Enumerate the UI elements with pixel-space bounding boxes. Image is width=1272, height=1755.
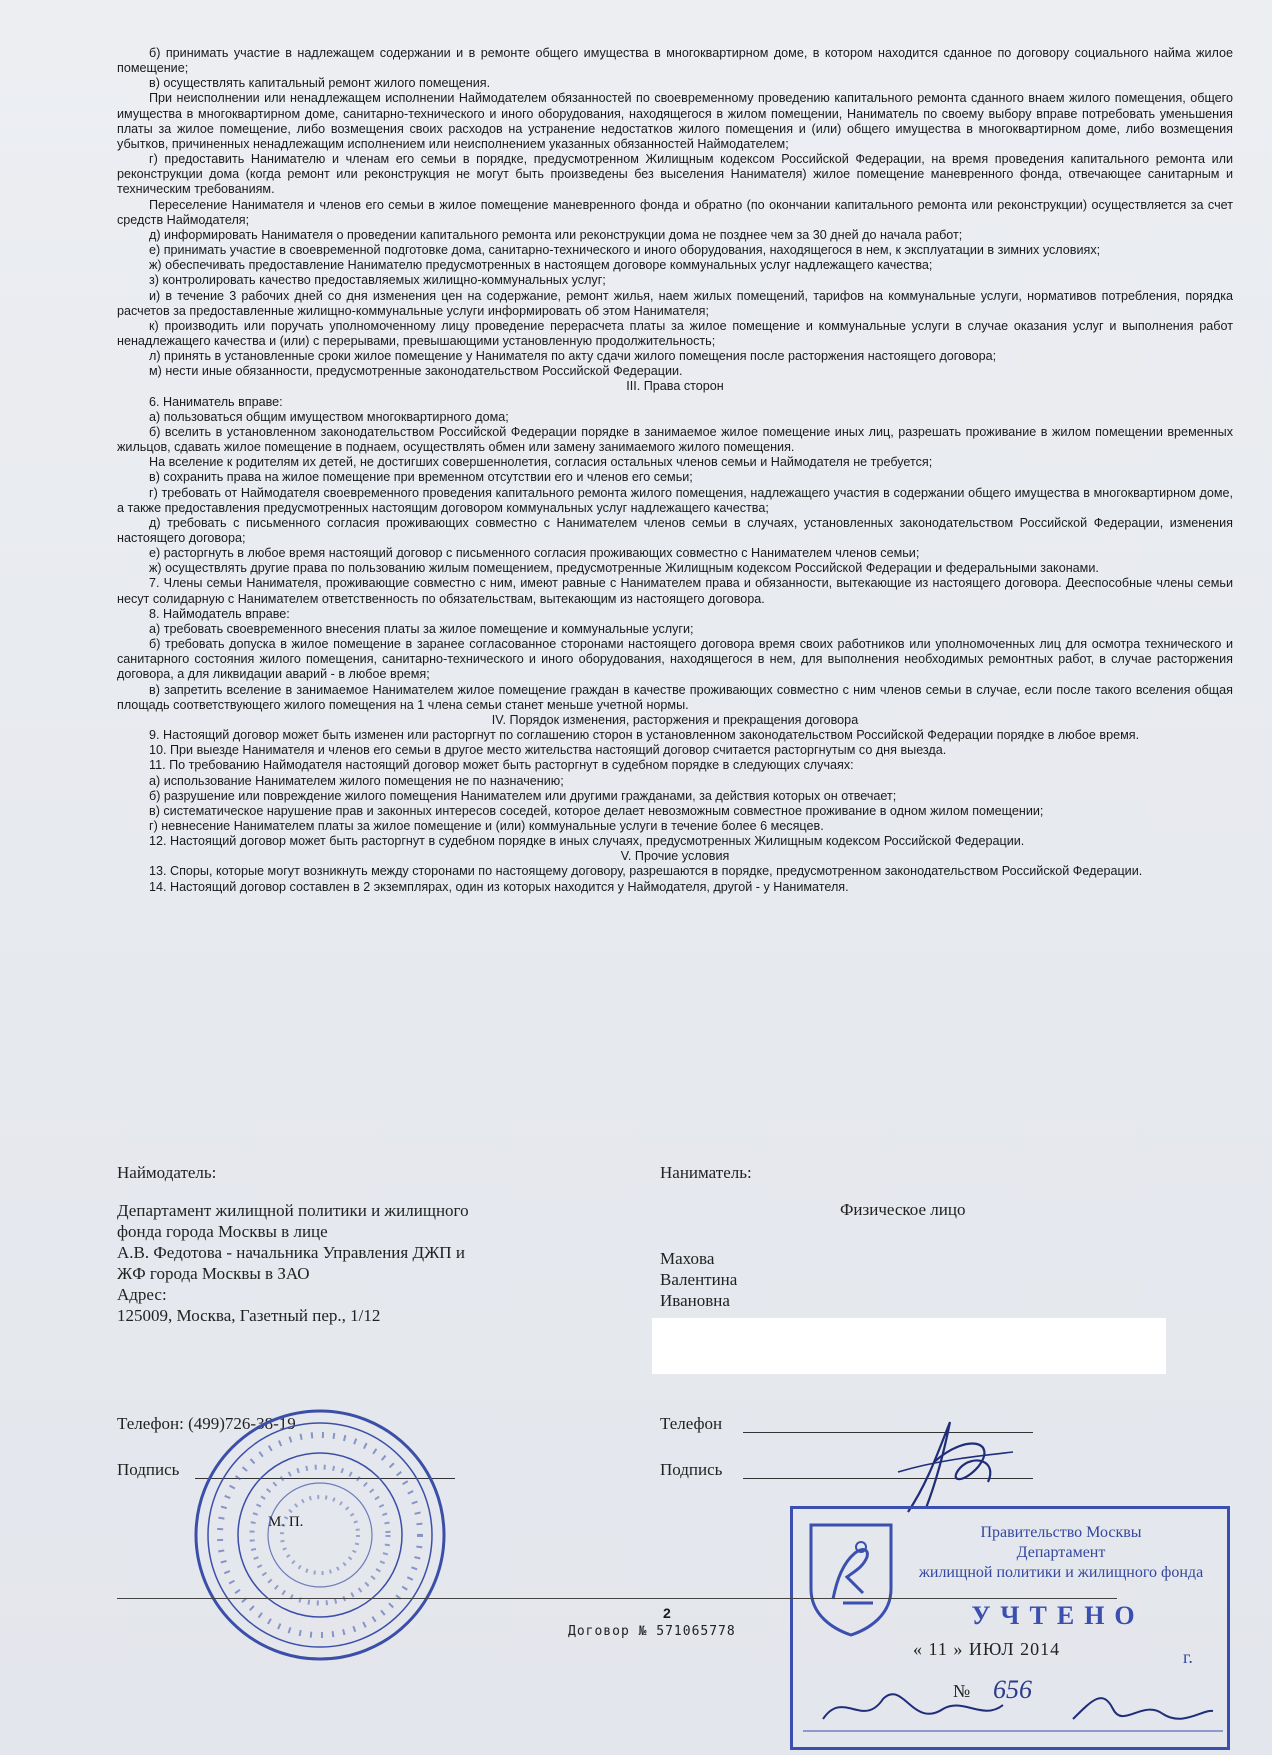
contract-paragraph: 12. Настоящий договор может быть расторгнут в судебном порядке в иных случаях, предусмотренных Жилищным кодексом Российской Федерации. <box>149 834 1025 849</box>
section-heading: III. Права сторон <box>626 379 724 394</box>
contract-paragraph: к) производить или поручать уполномоченному лицу проведение перерасчета платы за жилое помещение и коммунальные услуги в случае оказания услуг и выполнения работ ненадлежащего качества и (или) с перерывами, превышающими установленную продолжительность; <box>117 318 1233 348</box>
contract-paragraph: г) невнесение Нанимателем платы за жилое помещение и (или) коммунальные услуги в течение более 6 месяцев. <box>149 818 824 833</box>
contract-paragraph: а) использование Нанимателем жилого помещения не по назначению; <box>149 773 564 788</box>
contract-paragraph: б) требовать допуска в жилое помещение в заранее согласованное сторонами настоящего договора время своих работников или уполномоченных лиц для осмотра технического и санитарного состояния жилого помещения, санитарно-технического и иного оборудования, находящегося в нем, для выполнения необходимых ремонтных работ, в случае расторжения договора, а для ликвидации аварий - в любое время; <box>117 637 1233 682</box>
tenant-name <box>660 1248 737 1311</box>
contract-paragraph: а) требовать своевременного внесения платы за жилое помещение и коммунальные услуги; <box>149 621 694 636</box>
contract-paragraph: в) запретить вселение в занимаемое Нанимателем жилое помещение граждан в качестве проживающих совместно с ним членов семьи в случае, если после такого вселения общая площадь соответствующего жилого помещения на 1 члена семьи станет меньше учетной нормы. <box>117 682 1233 712</box>
contract-paragraph: г) предоставить Нанимателю и членам его семьи в порядке, предусмотренном Жилищным кодексом Российской Федерации, на время проведения капитального ремонта или реконструкции дома (когда ремонт или реконструкция не могут быть произведены без выселения Нанимателя) жилое помещение маневренного фонда, отвечающее санитарным и техническим требованиям. <box>117 152 1233 197</box>
stamp-status: УЧТЕНО <box>971 1601 1145 1630</box>
stamp-signature-icon <box>803 1669 1223 1747</box>
page-number: 2 <box>663 1605 671 1621</box>
official-seal-icon <box>190 1405 450 1665</box>
contract-paragraph: 11. По требованию Наймодателя настоящий договор может быть расторгнут в судебном порядке в следующих случаях: <box>149 758 854 773</box>
landlord-address-label: Адрес: <box>117 1285 167 1304</box>
contract-paragraph: з) контролировать качество предоставляемых жилищно-коммунальных услуг; <box>149 273 606 288</box>
landlord-signature-label: Подпись <box>117 1460 180 1479</box>
contract-paragraph: б) принимать участие в надлежащем содержании и в ремонте общего имущества в многоквартирном доме, в котором находится сданное по договору социального найма жилое помещение; <box>117 46 1233 76</box>
tenant-phone-label: Телефон <box>660 1414 723 1433</box>
registration-stamp <box>790 1506 1230 1750</box>
stamp-line: Департамент <box>1016 1544 1106 1561</box>
contract-paragraph: е) расторгнуть в любое время настоящий договор с письменного согласия проживающих совместно с Нанимателем членов семьи; <box>149 546 920 561</box>
contract-paragraph: в) сохранить права на жилое помещение при временном отсутствии его и членов его семьи; <box>149 470 693 485</box>
contract-paragraph: в) осуществлять капитальный ремонт жилого помещения. <box>149 76 491 91</box>
stamp-line: Правительство Москвы <box>980 1524 1142 1541</box>
landlord-org-line: Департамент жилищной политики и жилищного <box>117 1201 469 1220</box>
landlord-org-line: ЖФ города Москвы в ЗАО <box>117 1264 310 1283</box>
moscow-emblem-icon <box>803 1519 899 1637</box>
contract-paragraph: в) систематическое нарушение прав и законных интересов соседей, которое делает невозможным совместное проживание в одном жилом помещении; <box>149 803 1044 818</box>
contract-paragraph: д) информировать Нанимателя о проведении капитального ремонта или реконструкции дома не позднее чем за 30 дней до начала работ; <box>149 227 963 242</box>
contract-paragraph: На вселение к родителям их детей, не достигших совершеннолетия, согласия остальных членов семьи и Наймодателя не требуется; <box>149 455 933 470</box>
tenant-name-line: Валентина <box>660 1270 738 1289</box>
landlord-org-line: А.В. Федотова - начальника Управления ДЖП и <box>117 1243 465 1262</box>
stamp-year-suffix: г. <box>1183 1647 1193 1667</box>
contract-paragraph: л) принять в установленные сроки жилое помещение у Нанимателя по акту сдачи жилого помещения после расторжения настоящего договора; <box>149 349 997 364</box>
landlord-heading: Наймодатель: <box>117 1163 217 1182</box>
contract-paragraph: а) пользоваться общим имуществом многоквартирного дома; <box>149 409 509 424</box>
contract-paragraph: 9. Настоящий договор может быть изменен или расторгнут по соглашению сторон в установленном законодательством Российской Федерации порядке в любое время. <box>149 728 1140 743</box>
contract-paragraph: 14. Настоящий договор составлен в 2 экземплярах, один из которых находится у Наймодателя, другой - у Нанимателя. <box>149 879 849 894</box>
contract-paragraph: ж) обеспечивать предоставление Нанимателю предусмотренных в настоящем договоре коммунальных услуг надлежащего качества; <box>149 258 933 273</box>
contract-paragraph: ж) осуществлять другие права по пользованию жилым помещением, предусмотренные Жилищным кодексом Российской Федерации и федеральными законами. <box>149 561 1099 576</box>
contract-paragraph: 7. Члены семьи Нанимателя, проживающие совместно с ним, имеют равные с Нанимателем права и обязанности, вытекающие из настоящего договора. Дееспособные члены семьи несут солидарную с Нанимателем ответственность по обязательствам, вытекающим из настоящего договора. <box>117 576 1233 606</box>
stamp-line: жилищной политики и жилищного фонда <box>918 1564 1204 1581</box>
tenant-name-line: Ивановна <box>660 1291 730 1310</box>
landlord-org <box>117 1200 597 1326</box>
seal-placeholder: М. П. <box>268 1514 304 1530</box>
contract-paragraph: Переселение Нанимателя и членов его семьи в жилое помещение маневренного фонда и обратно (по окончании капитального ремонта или реконструкции) осуществляется за счет средств Наймодателя; <box>117 197 1233 227</box>
tenant-heading: Наниматель: <box>660 1163 752 1182</box>
contract-paragraph: е) принимать участие в своевременной подготовке дома, санитарно-технического и иного оборудования, находящегося в нем, к эксплуатации в зимних условиях; <box>149 243 1101 258</box>
contract-paragraph: б) вселить в установленном законодательством Российской Федерации порядке в занимаемое жилое помещение иных лиц, разрешать проживание в жилом помещении временных жильцов, сдавать жилое помещение в поднаем, осуществлять обмен или замену занимаемого жилого помещения. <box>117 424 1233 455</box>
section-heading: V. Прочие условия <box>620 849 730 864</box>
landlord-address: 125009, Москва, Газетный пер., 1/12 <box>117 1306 381 1325</box>
section-heading: IV. Порядок изменения, расторжения и прекращения договора <box>491 712 859 727</box>
stamp-date: « 11 » ИЮЛ 2014 <box>913 1639 1061 1659</box>
document-number: Договор № 571065778 <box>568 1624 736 1639</box>
tenant-signature-label: Подпись <box>660 1460 723 1479</box>
redaction-block <box>652 1318 1166 1374</box>
landlord-phone: Телефон: (499)726-38-19 <box>117 1414 296 1433</box>
landlord-org-line: фонда города Москвы в лице <box>117 1222 328 1241</box>
stamp-number: 656 <box>993 1675 1032 1704</box>
tenant-type: Физическое лицо <box>840 1200 966 1219</box>
contract-paragraph: 8. Наймодатель вправе: <box>149 606 290 621</box>
contract-body <box>117 46 1233 895</box>
contract-paragraph: 10. При выезде Нанимателя и членов его семьи в другое место жительства настоящий договор считается расторгнутым со дня выезда. <box>149 743 947 758</box>
stamp-number-label: № <box>953 1681 971 1701</box>
tenant-name-line: Махова <box>660 1249 715 1268</box>
contract-paragraph: и) в течение 3 рабочих дней со дня изменения цен на содержание, ремонт жилья, наем жилых помещений, тарифов на коммунальные услуги, нормативов потребления, порядка расчетов за предоставленные жилищно-коммунальные услуги информировать об этом Нанимателя; <box>117 288 1233 318</box>
contract-paragraph: 6. Наниматель вправе: <box>149 394 283 409</box>
footer-rule <box>117 1598 1117 1599</box>
contract-paragraph: д) требовать с письменного согласия проживающих совместно с Нанимателем членов семьи в случаях, установленных законодательством Российской Федерации, изменения настоящего договора; <box>117 515 1233 545</box>
contract-paragraph: 13. Споры, которые могут возникнуть между сторонами по настоящему договору, разрешаются в порядке, предусмотренном законодательством Российской Федерации. <box>149 864 1143 879</box>
contract-paragraph: м) нести иные обязанности, предусмотренные законодательством Российской Федерации. <box>149 364 683 379</box>
contract-paragraph: б) разрушение или повреждение жилого помещения Нанимателем или другими гражданами, за действия которых он отвечает; <box>149 788 897 803</box>
contract-paragraph: г) требовать от Наймодателя своевременного проведения капитального ремонта жилого помещения, надлежащего участия в содержании общего имущества в многоквартирном доме, а также предоставления предусмотренных настоящим договором коммунальных услуг надлежащего качества; <box>117 485 1233 515</box>
contract-paragraph: При неисполнении или ненадлежащем исполнении Наймодателем обязанностей по своевременному проведению капитального ремонта сданного внаем жилого помещения, общего имущества в многоквартирном доме, санитарно-технического и иного оборудования, находящегося в жилом помещении, Наниматель по своему выбору вправе потребовать уменьшения платы за жилое помещение, либо возмещения своих расходов на устранение недостатков жилого помещения и (или) общего имущества в многоквартирном доме, либо возмещения убытков, причиненных ненадлежащим исполнением или неисполнением указанных обязанностей Наймодателем; <box>117 91 1233 151</box>
